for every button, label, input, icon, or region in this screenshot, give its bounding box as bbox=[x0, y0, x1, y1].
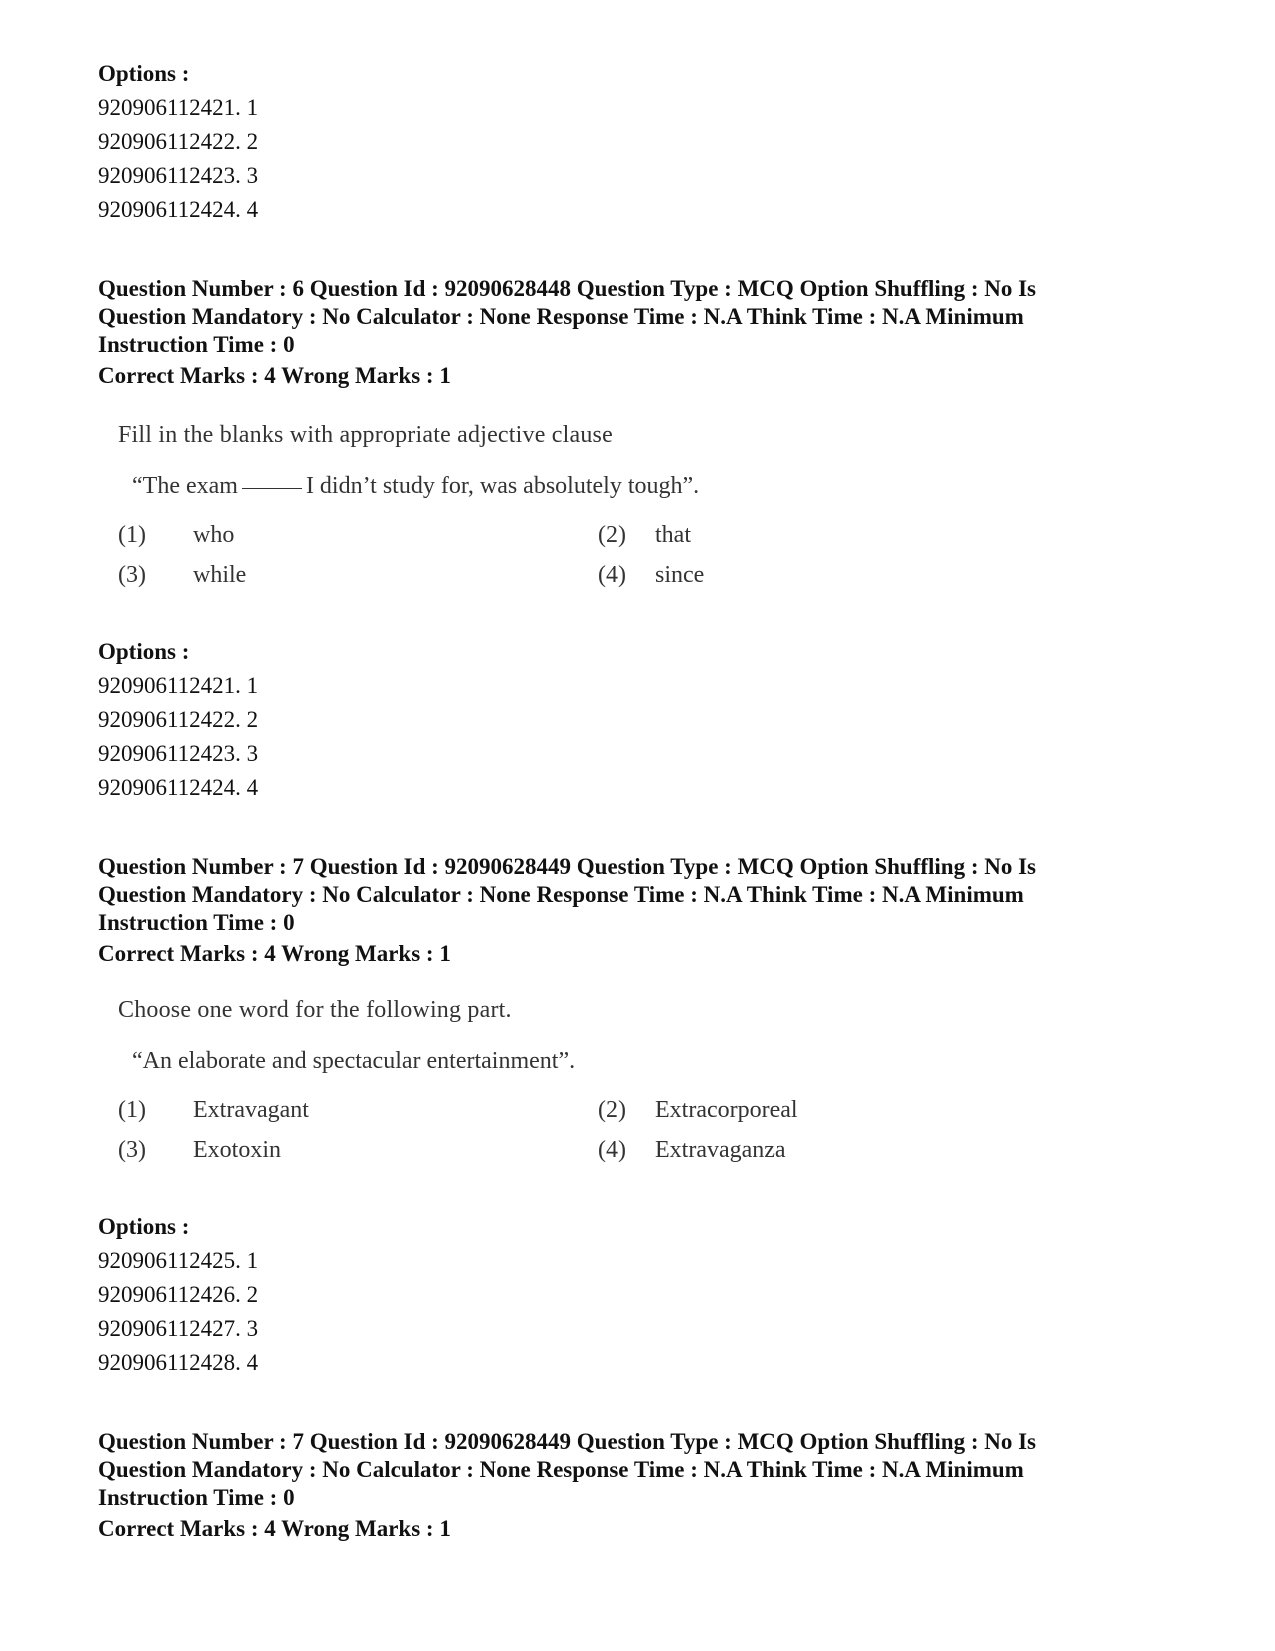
choice-number: (4) bbox=[598, 562, 626, 588]
question-marks: Correct Marks : 4 Wrong Marks : 1 bbox=[98, 1516, 451, 1541]
question-meta bbox=[98, 275, 1198, 359]
question-meta-line: Question Number : 7 Question Id : 92090628449 Question Type : MCQ Option Shuffling : No Is bbox=[98, 854, 1037, 879]
choice-number: (2) bbox=[598, 522, 626, 548]
options-heading: Options : bbox=[98, 639, 190, 664]
question-marks: Correct Marks : 4 Wrong Marks : 1 bbox=[98, 363, 451, 388]
question-body bbox=[118, 422, 878, 612]
question-meta-line: Question Mandatory : No Calculator : None Response Time : N.A Think Time : N.A Minimum bbox=[98, 882, 1024, 907]
question-body bbox=[118, 997, 878, 1187]
option-line: 920906112427. 3 bbox=[98, 1316, 259, 1341]
option-line: 920906112422. 2 bbox=[98, 707, 259, 732]
choice-number: (1) bbox=[118, 1097, 146, 1123]
choice-text: Exotoxin bbox=[193, 1137, 281, 1163]
option-line: 920906112421. 1 bbox=[98, 95, 259, 120]
option-line: 920906112423. 3 bbox=[98, 741, 259, 766]
choice-text: Extravaganza bbox=[655, 1137, 786, 1163]
question-meta-line: Question Mandatory : No Calculator : None Response Time : N.A Think Time : N.A Minimum bbox=[98, 304, 1024, 329]
question-prompt: Fill in the blanks with appropriate adjective clause bbox=[118, 422, 613, 448]
question-prompt: Choose one word for the following part. bbox=[118, 997, 512, 1023]
option-line: 920906112421. 1 bbox=[98, 673, 259, 698]
choice-number: (3) bbox=[118, 1137, 146, 1163]
choice-text: Extracorporeal bbox=[655, 1097, 798, 1123]
question-meta bbox=[98, 853, 1198, 937]
choice-text: while bbox=[193, 562, 247, 588]
question-meta-line: Question Mandatory : No Calculator : None Response Time : N.A Think Time : N.A Minimum bbox=[98, 1457, 1024, 1482]
question-meta-line: Instruction Time : 0 bbox=[98, 332, 295, 357]
question-meta bbox=[98, 1428, 1198, 1512]
option-line: 920906112428. 4 bbox=[98, 1350, 259, 1375]
option-line: 920906112425. 1 bbox=[98, 1248, 259, 1273]
option-line: 920906112423. 3 bbox=[98, 163, 259, 188]
question-meta-line: Instruction Time : 0 bbox=[98, 1485, 295, 1510]
question-meta-line: Question Number : 6 Question Id : 92090628448 Question Type : MCQ Option Shuffling : No Is bbox=[98, 276, 1037, 301]
fill-blank bbox=[242, 488, 302, 489]
choice-number: (1) bbox=[118, 522, 146, 548]
question-sentence bbox=[132, 473, 699, 500]
question-meta-line: Instruction Time : 0 bbox=[98, 910, 295, 935]
option-line: 920906112422. 2 bbox=[98, 129, 259, 154]
option-line: 920906112424. 4 bbox=[98, 775, 259, 800]
options-heading: Options : bbox=[98, 61, 190, 86]
choice-text: who bbox=[193, 522, 235, 548]
question-meta-line: Question Number : 7 Question Id : 92090628449 Question Type : MCQ Option Shuffling : No Is bbox=[98, 1429, 1037, 1454]
option-line: 920906112424. 4 bbox=[98, 197, 259, 222]
options-heading: Options : bbox=[98, 1214, 190, 1239]
question-sentence: “An elaborate and spectacular entertainment”. bbox=[132, 1048, 576, 1074]
choice-text: that bbox=[655, 522, 691, 548]
choice-text: Extravagant bbox=[193, 1097, 309, 1123]
choice-number: (4) bbox=[598, 1137, 626, 1163]
question-marks: Correct Marks : 4 Wrong Marks : 1 bbox=[98, 941, 451, 966]
choice-number: (3) bbox=[118, 562, 146, 588]
sentence-part: I didn’t study for, was absolutely tough”. bbox=[305, 473, 700, 499]
choice-number: (2) bbox=[598, 1097, 626, 1123]
sentence-part: “The exam bbox=[132, 473, 238, 499]
choice-text: since bbox=[655, 562, 705, 588]
option-line: 920906112426. 2 bbox=[98, 1282, 259, 1307]
